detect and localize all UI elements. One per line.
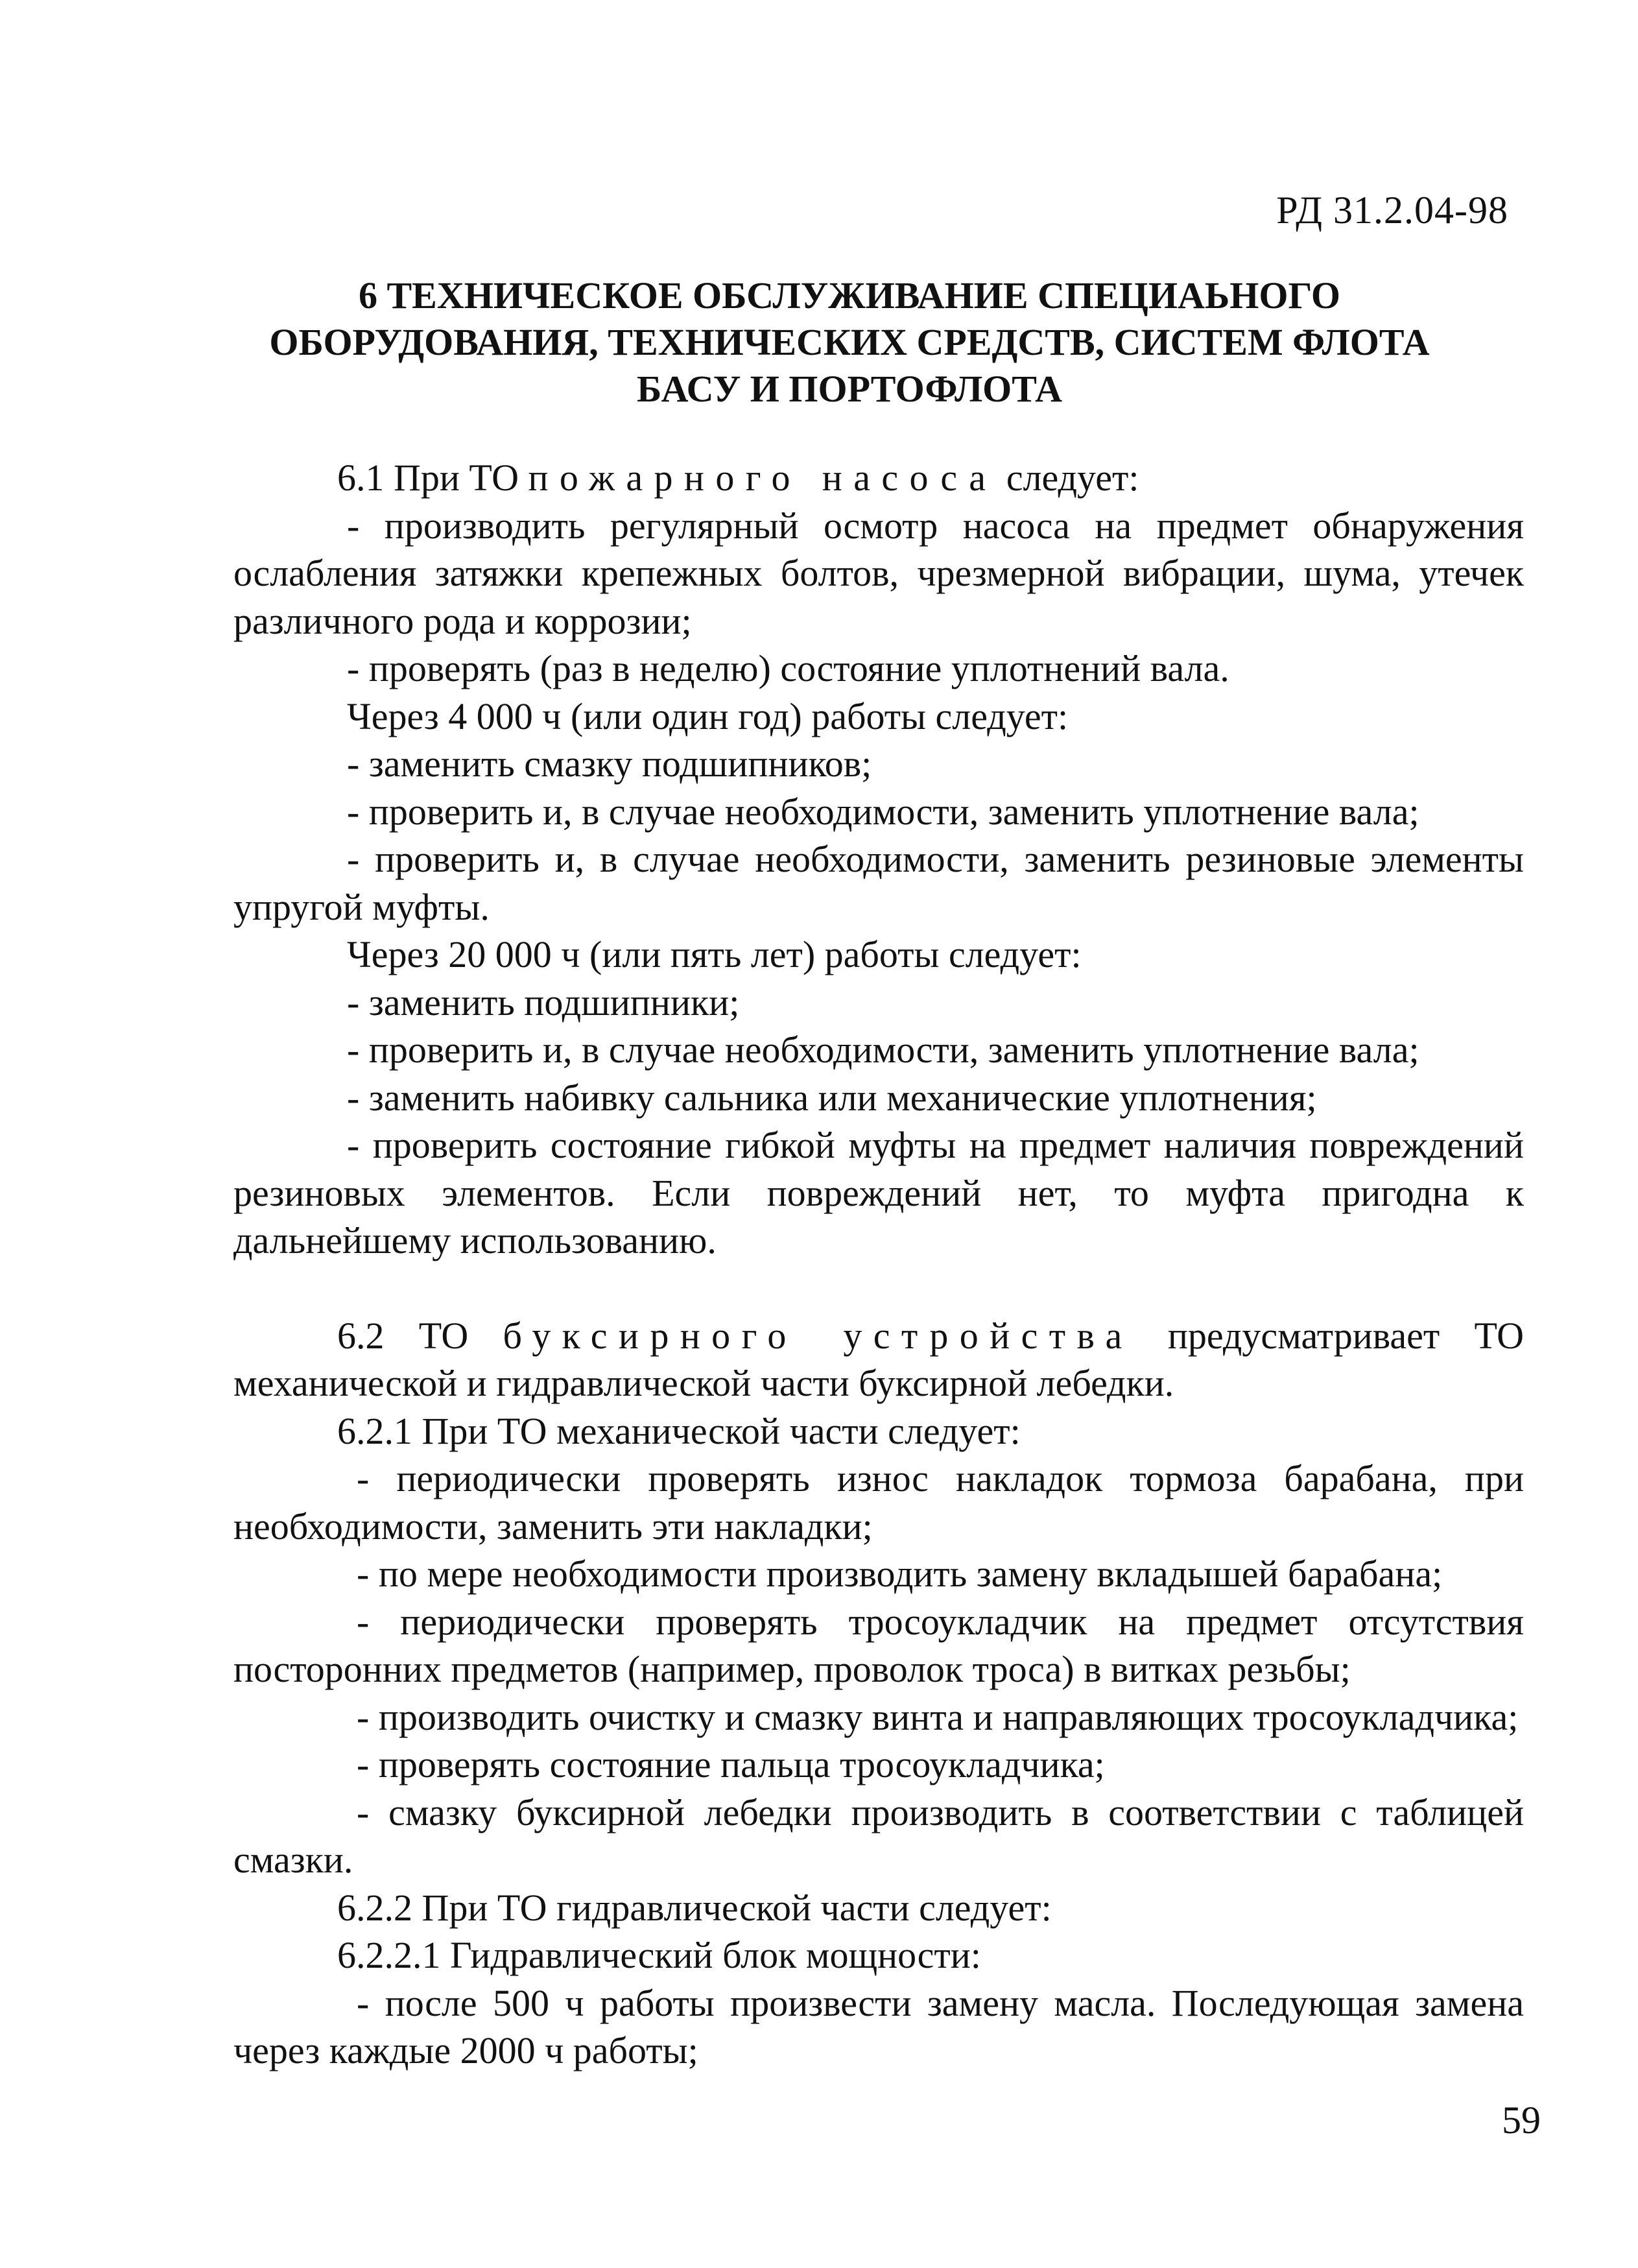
section-title [233,272,1466,412]
document-body [233,454,1524,2075]
paragraph-text: Через 20 000 ч (или пять лет) работы следует: [347,933,1082,975]
list-item: - заменить смазку подшипников; [347,743,872,785]
page-number: 59 [1502,2099,1541,2142]
list-item: - проверять (раз в неделю) состояние уплотнений вала. [347,647,1229,689]
paragraph-spacer [233,1265,1524,1312]
list-item: - проверить и, в случае необходимости, заменить уплотнение вала; [347,1029,1419,1071]
list-item: - после 500 ч работы произвести замену масла. Последующая замена через каждые 2000 ч работы; [233,1981,1524,2071]
list-item: - по мере необходимости производить замену вкладышей барабана; [357,1553,1443,1595]
list-item: - проверить и, в случае необходимости, заменить уплотнение вала; [347,790,1419,833]
list-item: - производить очистку и смазку винта и направляющих тросоукладчика; [357,1695,1519,1738]
paragraph-6-2-1: 6.2.1 При ТО механической части следует: [337,1409,1021,1452]
section-title-line-3: БАСУ И ПОРТОФЛОТА [637,368,1062,410]
list-item: - смазку буксирной лебедки производить в соответствии с таблицей смазки. [233,1791,1524,1881]
paragraph-6-2-2-1: 6.2.2.1 Гидравлический блок мощности: [337,1934,981,1976]
emphasized-term: пожарного насоса [528,457,997,499]
list-item: - проверить и, в случае необходимости, заменить резиновые элементы упругой муфты. [233,838,1524,928]
paragraph-6-2: 6.2 ТО буксирного устройства предусматривает ТО механической и гидравлической части буксирной лебедки. [233,1314,1525,1404]
list-item: - проверить состояние гибкой муфты на предмет наличия повреждений резиновых элементов. Если повреждений нет, то муфта пригодна к дальнейшему использованию. [233,1124,1524,1261]
paragraph-text: Через 4 000 ч (или один год) работы следует: [347,695,1069,737]
emphasized-term: буксирного устройства [503,1314,1134,1357]
section-title-line-1: 6 ТЕХНИЧЕСКОЕ ОБСЛУЖИВАНИЕ СПЕЦИАЬНОГО [358,274,1341,316]
list-item: - заменить подшипники; [347,981,740,1023]
paragraph-6-1: 6.1 При ТО пожарного насоса следует: [337,457,1139,499]
document-code: РД 31.2.04-98 [1276,189,1508,232]
list-item: - заменить набивку сальника или механические уплотнения; [347,1076,1317,1119]
paragraph-6-2-2: 6.2.2 При ТО гидравлической части следует: [337,1886,1052,1929]
section-title-line-2: ОБОРУДОВАНИЯ, ТЕХНИЧЕСКИХ СРЕДСТВ, СИСТЕМ ФЛОТА [269,321,1430,363]
list-item: - производить регулярный осмотр насоса на предмет обнаружения ослабления затяжки крепежных болтов, чрезмерной вибрации, шума, утечек различного рода и коррозии; [233,504,1524,642]
list-item: - проверять состояние пальца тросоукладчика; [357,1743,1105,1785]
list-item: - периодически проверять износ накладок тормоза барабана, при необходимости, заменить эти накладки; [233,1457,1524,1547]
list-item: - периодически проверять тросоукладчик на предмет отсутствия посторонних предметов (например, проволок троса) в витках резьбы; [233,1600,1524,1690]
